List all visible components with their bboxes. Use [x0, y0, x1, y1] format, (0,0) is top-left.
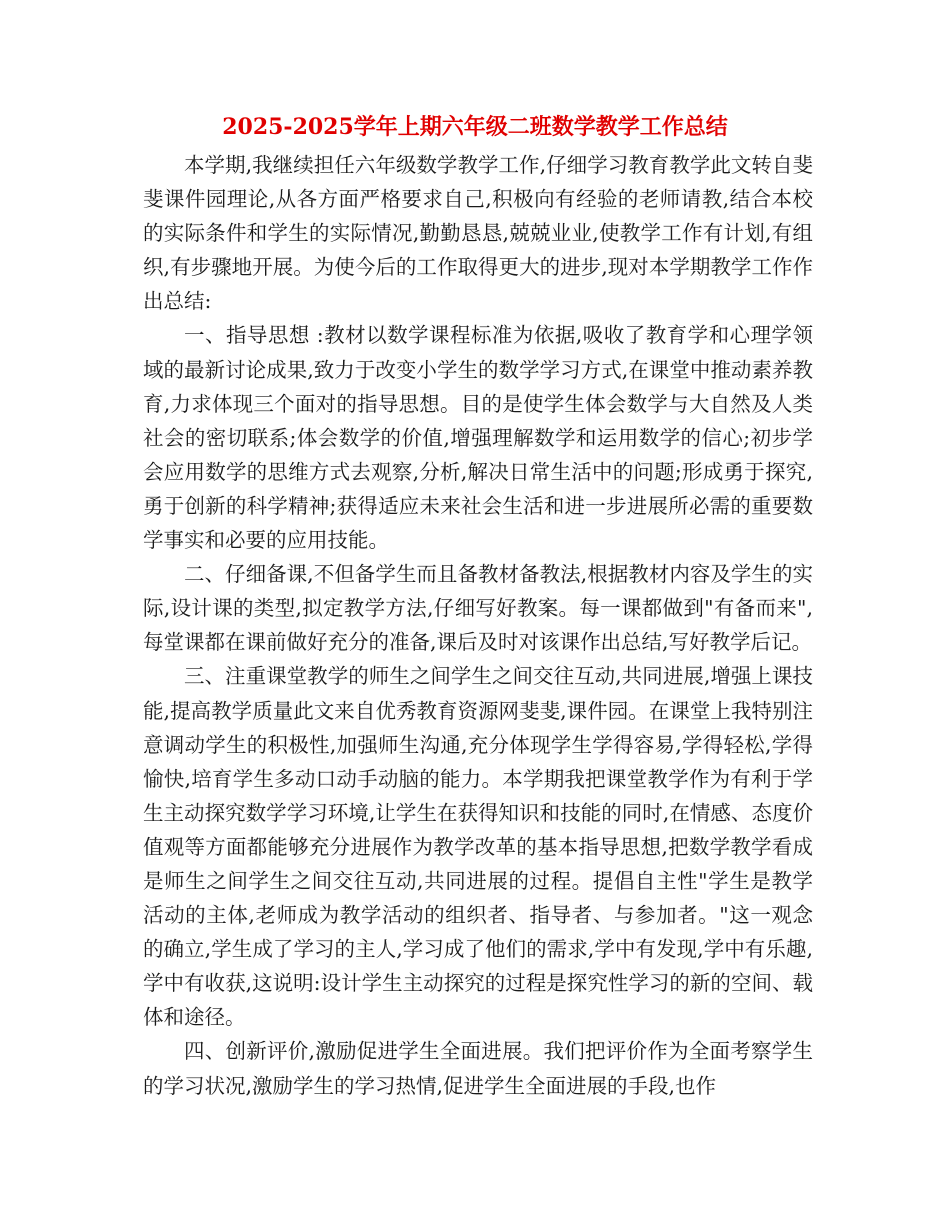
paragraph-classroom-teaching: 三、注重课堂教学的师生之间学生之间交往互动,共同进展,增强上课技能,提高教学质量此文来自优秀教育资源网斐斐,课件园。在课堂上我特别注意调动学生的积极性,加强师生沟通,充分体现学生学得容易,学得轻松,学得愉快,培育学生多动口动手动脑的能力。本学期我把课堂教学作为有利于学生主动探究数学学习环境,让学生在获得知识和技能的同时,在情感、态度价值观等方面都能够充分进展作为教学改革的基本指导思想,把数学教学看成是师生之间学生之间交往互动,共同进展的过程。提倡自主性"学生是教学活动的主体,老师成为教学活动的组织者、指导者、与参加者。"这一观念的确立,学生成了学习的主人,学习成了他们的需求,学中有发现,学中有乐趣,学中有收获,这说明:设计学生主动探究的过程是探究性学习的新的空间、载体和途径。 [143, 664, 813, 1030]
document-title: 2025-2025学年上期六年级二班数学教学工作总结 [222, 114, 728, 140]
document-body [143, 148, 813, 1103]
paragraph-lesson-preparation: 二、仔细备课,不但备学生而且备教材备教法,根据教材内容及学生的实际,设计课的类型,拟定教学方法,仔细写好教案。每一课都做到"有备而来",每堂课都在课前做好充分的准备,课后及时对该课作出总结,写好教学后记。 [143, 562, 813, 655]
paragraph-evaluation: 四、创新评价,激励促进学生全面进展。我们把评价作为全面考察学生的学习状况,激励学生的学习热情,促进学生全面进展的手段,也作 [143, 1039, 813, 1098]
paragraph-intro: 本学期,我继续担任六年级数学教学工作,仔细学习教育教学此文转自斐斐课件园理论,从各方面严格要求自己,积极向有经验的老师请教,结合本校的实际条件和学生的实际情况,勤勤恳恳,兢兢业业,使教学工作有计划,有组织,有步骤地开展。为使今后的工作取得更大的进步,现对本学期教学工作作出总结: [143, 153, 813, 314]
paragraph-guiding-thought: 一、指导思想 :教材以数学课程标准为依据,吸收了教育学和心理学领域的最新讨论成果,致力于改变小学生的数学学习方式,在课堂中推动素养教育,力求体现三个面对的指导思想。目的是使学生体会数学与大自然及人类社会的密切联系;体会数学的价值,增强理解数学和运用数学的信心;初步学会应用数学的思维方式去观察,分析,解决日常生活中的问题;形成勇于探究,勇于创新的科学精神;获得适应未来社会生活和进一步进展所必需的重要数学事实和必要的应用技能。 [143, 323, 813, 553]
